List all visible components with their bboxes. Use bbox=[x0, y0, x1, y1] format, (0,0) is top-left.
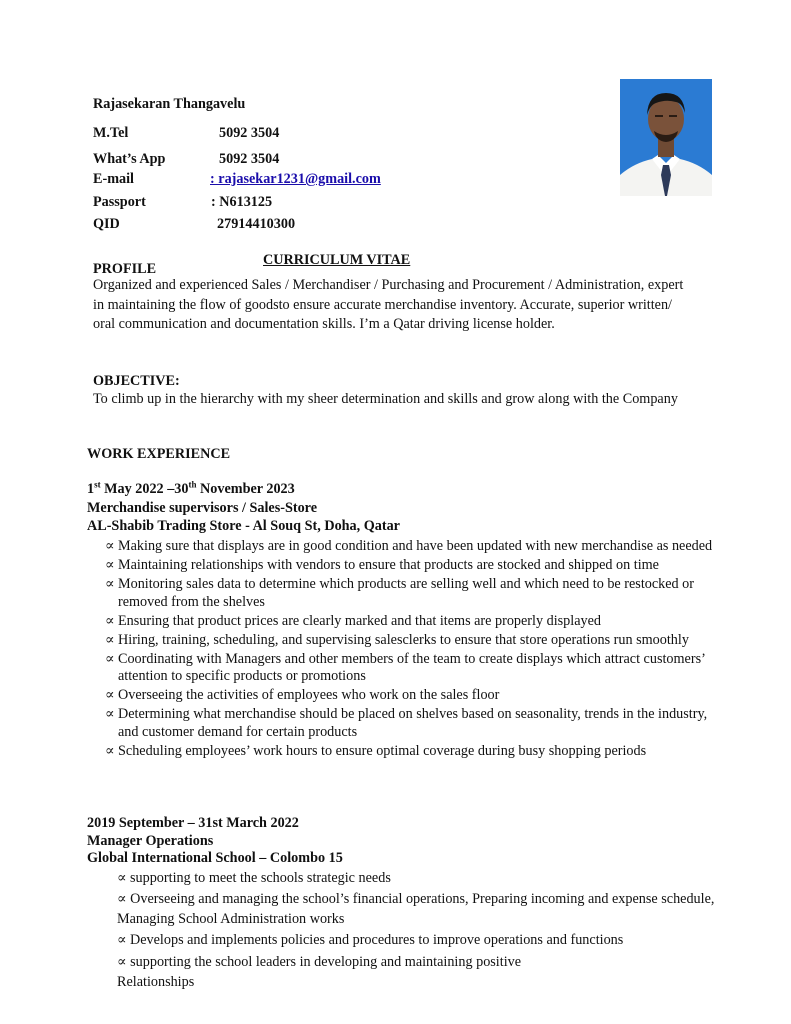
job-1-duties bbox=[105, 538, 720, 762]
job-2-role: Manager Operations bbox=[87, 833, 214, 849]
job-1-dates bbox=[87, 481, 295, 498]
bullet-icon: ∝ bbox=[105, 631, 115, 648]
bullet-icon: ∝ bbox=[105, 556, 115, 573]
job-1-date-part: May 2022 –30 bbox=[100, 481, 189, 497]
candidate-name: Rajasekaran Thangavelu bbox=[93, 96, 246, 112]
job-1-employer: AL-Shabib Trading Store - Al Souq St, Doha, Qatar bbox=[87, 518, 400, 534]
list-item bbox=[105, 632, 720, 650]
bullet-icon: ∝ bbox=[105, 538, 115, 554]
bullet-icon: ∝ bbox=[105, 742, 115, 759]
duty-text: supporting to meet the schools strategic needs bbox=[130, 870, 391, 886]
list-item bbox=[105, 651, 720, 686]
job-1-role: Merchandise supervisors / Sales-Store bbox=[87, 500, 318, 516]
job-2-dates: 2019 September – 31st March 2022 bbox=[87, 815, 299, 831]
duty-text: Monitoring sales data to determine which products are selling well and which need to be restocked or removed from the shelves bbox=[118, 575, 694, 610]
bullet-icon: ∝ bbox=[105, 687, 115, 704]
list-item bbox=[105, 557, 720, 575]
duty-text: supporting the school leaders in developing and maintaining positive Relationships bbox=[117, 953, 522, 990]
bullet-icon: ∝ bbox=[105, 706, 115, 723]
list-item bbox=[105, 538, 720, 556]
contact-label-whatsapp: What’s App bbox=[93, 151, 166, 167]
contact-label-mobile: M.Tel bbox=[93, 125, 129, 141]
contact-value-qid: 27914410300 bbox=[217, 216, 296, 232]
list-item bbox=[105, 706, 720, 741]
bullet-icon: ∝ bbox=[117, 932, 127, 949]
list-item bbox=[117, 868, 717, 888]
job-1-date-suffix: st bbox=[94, 479, 101, 490]
list-item bbox=[105, 613, 720, 631]
job-1-date-part: 1 bbox=[87, 481, 95, 497]
contact-label-email: E-mail bbox=[93, 171, 134, 187]
job-1-date-suffix: th bbox=[188, 479, 197, 490]
bullet-icon: ∝ bbox=[117, 891, 127, 908]
duty-text: Ensuring that product prices are clearly marked and that items are properly displayed bbox=[118, 612, 601, 629]
objective-text: To climb up in the hierarchy with my sheer determination and skills and grow along with the Company bbox=[93, 391, 678, 407]
bullet-icon: ∝ bbox=[117, 870, 127, 886]
bullet-icon: ∝ bbox=[105, 650, 115, 667]
list-item bbox=[117, 930, 717, 950]
duty-text: Develops and implements policies and procedures to improve operations and functions bbox=[130, 932, 624, 949]
contact-value-whatsapp: 5092 3504 bbox=[219, 151, 280, 167]
duty-text: Hiring, training, scheduling, and supervising salesclerks to ensure that store operations run smoothly bbox=[118, 631, 689, 648]
email-link[interactable]: : rajasekar1231@gmail.com bbox=[210, 171, 381, 187]
duty-text: Coordinating with Managers and other members of the team to create displays which attract customers’ attention to specific products or promotions bbox=[118, 650, 705, 685]
list-item bbox=[117, 952, 562, 992]
contact-label-qid: QID bbox=[93, 216, 120, 232]
bullet-icon: ∝ bbox=[105, 575, 115, 592]
contact-value-passport: : N613125 bbox=[211, 194, 273, 210]
work-experience-heading: WORK EXPERIENCE bbox=[87, 446, 231, 462]
profile-text: Organized and experienced Sales / Merchandiser / Purchasing and Procurement / Administration, expert in maintaining the flow of goodsto ensure accurate merchandise inventory. Accurate, superior written/ oral communication and documentation skills. I’m a Qatar driving license holder. bbox=[93, 277, 684, 332]
job-2-employer: Global International School – Colombo 15 bbox=[87, 850, 343, 866]
duty-text: Maintaining relationships with vendors to ensure that products are stocked and shipped on time bbox=[118, 556, 659, 573]
list-item bbox=[105, 687, 720, 705]
contact-label-passport: Passport bbox=[93, 194, 146, 210]
list-item bbox=[117, 889, 717, 929]
duty-text: Determining what merchandise should be placed on shelves based on seasonality, trends in the industry, and customer demand for certain products bbox=[118, 706, 708, 740]
bullet-icon: ∝ bbox=[117, 953, 127, 970]
objective-heading: OBJECTIVE: bbox=[93, 373, 180, 389]
document-title: CURRICULUM VITAE bbox=[263, 252, 411, 268]
duty-text: Overseeing the activities of employees who work on the sales floor bbox=[118, 687, 500, 704]
duty-text: Scheduling employees’ work hours to ensure optimal coverage during busy shopping periods bbox=[118, 742, 647, 759]
bullet-icon: ∝ bbox=[105, 612, 115, 629]
duty-text: Making sure that displays are in good condition and have been updated with new merchandise as needed bbox=[118, 538, 713, 554]
job-1-date-part: November 2023 bbox=[196, 481, 295, 497]
profile-photo bbox=[620, 79, 712, 196]
job-2-duties bbox=[117, 868, 717, 993]
profile-heading: PROFILE bbox=[93, 261, 157, 277]
list-item bbox=[105, 576, 720, 611]
list-item bbox=[105, 743, 720, 761]
contact-value-mobile: 5092 3504 bbox=[219, 125, 280, 141]
duty-text: Overseeing and managing the school’s financial operations, Preparing incoming and expense schedule, Managing School Administration works bbox=[117, 891, 715, 928]
